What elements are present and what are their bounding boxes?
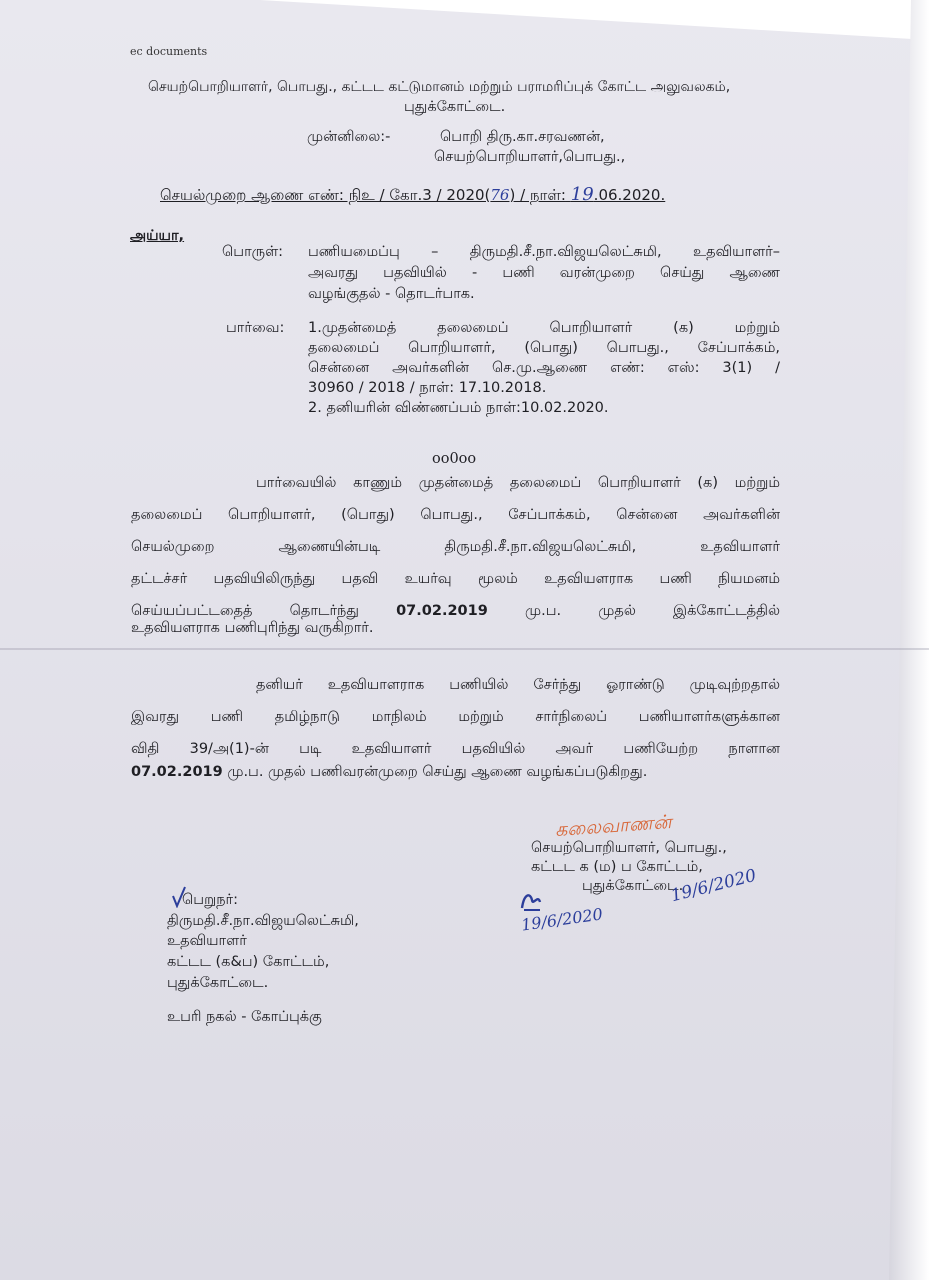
para2-line-4-post: மு.ப. முதல் பணிவரன்முறை செய்து ஆணை வழங்கப்படுகிறது. [222, 764, 648, 780]
subject-line-3: வழங்குதல் - தொடர்பாக. [308, 286, 475, 302]
initials-scribble-icon [518, 888, 544, 914]
para2-line-3: விதி 39/அ(1)-ன் படி உதவியாளர் பதவியில் அவர் பணியேற்ற நாளான [131, 741, 780, 757]
signature-handwritten: கலைவாணன் [554, 810, 673, 842]
para1-line-6: உதவியளராக பணிபுரிந்து வருகிறார். [131, 620, 374, 636]
order-handwritten-number: 76 [490, 186, 510, 204]
para1-line-2: தலைமைப் பொறியாளர், (பொது) பொபது., சேப்பாக்கம், சென்னை அவர்களின் [131, 507, 780, 523]
para2-date: 07.02.2019 [131, 764, 223, 780]
reference-line-4: 30960 / 2018 / நாள்: 17.10.2018. [308, 380, 547, 396]
office-header-place: புதுக்கோட்டை. [404, 99, 506, 115]
handwritten-date-left: 19/6/2020 [520, 904, 604, 935]
para1-line-5-post: மு.ப. முதல் இக்கோட்டத்தில் [487, 603, 780, 619]
order-ref-middle: ) / நாள்: [509, 186, 566, 204]
order-ref-prefix: செயல்முறை ஆணை எண்: நிஉ / கோ.3 / 2020( [160, 186, 491, 204]
reference-line-2: தலைமைப் பொறியாளர், (பொது) பொபது., சேப்பாக்கம், [308, 340, 780, 356]
subject-line-1: பணியமைப்பு – திருமதி.சீ.நா.விஜயலெட்சுமி, உதவியாளர்– [308, 244, 780, 260]
para1-line-5-pre: செய்யப்பட்டதைத் தொடர்ந்து [131, 603, 397, 619]
para2-line-4 [131, 762, 647, 782]
order-ref-suffix: .06.2020. [593, 186, 666, 204]
reference-line-5: 2. தனியரின் விண்ணப்பம் நாள்:10.02.2020. [308, 400, 609, 416]
signature-designation: செயற்பொறியாளர், பொபது., [531, 840, 727, 856]
recipient-name: திருமதி.சீ.நா.விஜயலெட்சுமி, [167, 913, 359, 929]
watermark-text: ec documents [130, 45, 208, 58]
para1-line-3: செயல்முறை ஆணையின்படி திருமதி.சீ.நா.விஜயலெட்சுமி, உதவியாளர் [131, 539, 780, 555]
recipient-office: கட்டட (க&ப) கோட்டம், [167, 954, 330, 970]
salutation: அய்யா, [130, 228, 185, 244]
order-handwritten-day: 19 [570, 184, 594, 205]
para1-line-1: பார்வையில் காணும் முதன்மைத் தலைமைப் பொறியாளர் (க) மற்றும் [256, 475, 780, 491]
presence-designation: செயற்பொறியாளர்,பொபது., [434, 149, 626, 165]
subject-line-2: அவரது பதவியில் - பணி வரன்முறை செய்து ஆணை [308, 265, 780, 281]
order-reference [160, 185, 665, 205]
signature-office: கட்டட க (ம) ப கோட்டம், [531, 859, 703, 875]
reference-label: பார்வை: [226, 320, 285, 336]
presence-label: முன்னிலை:- [307, 129, 391, 145]
presence-name: பொறி திரு.கா.சரவணன், [440, 129, 605, 145]
recipient-label: பெறுநர்: [182, 892, 238, 908]
office-header-line: செயற்பொறியாளர், பொபது., கட்டட கட்டுமானம் மற்றும் பராமரிப்புக் கோட்ட அலுவலகம், [148, 79, 731, 95]
reference-line-1: 1.முதன்மைத் தலைமைப் பொறியாளர் (க) மற்றும் [308, 320, 780, 336]
para1-date: 07.02.2019 [396, 603, 488, 619]
para1-line-4: தட்டச்சர் பதவியிலிருந்து பதவி உயர்வு மூலம் உதவியளராக பணி நியமனம் [131, 571, 780, 587]
para2-line-1: தனியர் உதவியாளராக பணியில் சேர்ந்து ஓராண்டு முடிவுற்றதால் [256, 677, 780, 693]
subject-label: பொருள்: [222, 244, 284, 260]
handwritten-date-right: 19/6/2020 [668, 865, 759, 907]
reference-line-3: சென்னை அவர்களின் செ.மு.ஆணை எண்: எஸ்: 3(1) / [308, 360, 780, 376]
copy-to: உபரி நகல் - கோப்புக்கு [167, 1009, 322, 1025]
section-separator: oo0oo [432, 451, 477, 467]
paper-crease [0, 648, 929, 650]
signature-place: புதுக்கோட்டை. [582, 878, 684, 894]
para2-line-2: இவரது பணி தமிழ்நாடு மாநிலம் மற்றும் சார்நிலைப் பணியாளர்களுக்கான [131, 709, 780, 725]
recipient-place: புதுக்கோட்டை. [167, 975, 269, 991]
recipient-designation: உதவியாளர் [167, 933, 247, 949]
